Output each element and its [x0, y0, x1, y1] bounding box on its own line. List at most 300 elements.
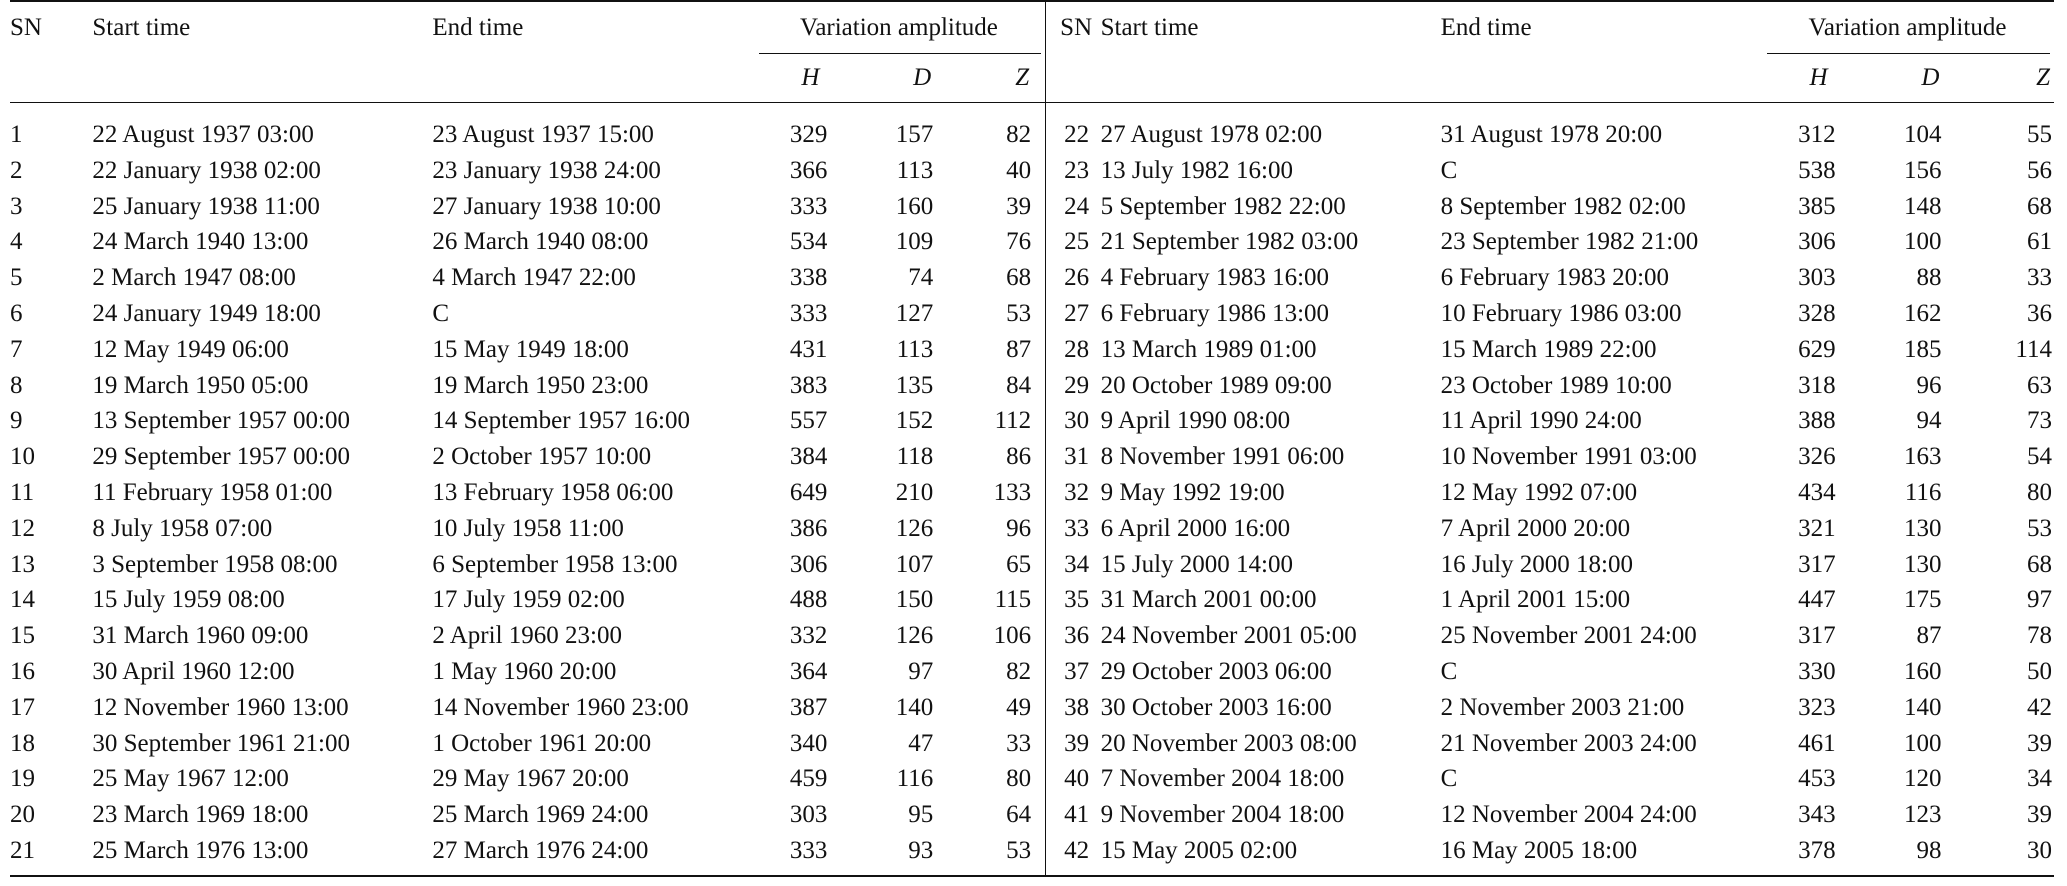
header-row-primary [10, 1, 2054, 54]
cell-z: 42 [2027, 693, 2052, 721]
cell-h: 321 [1798, 514, 1836, 542]
header-empty-5 [1101, 54, 1441, 103]
cell-z: 76 [933, 224, 1045, 260]
cell-start-time: 3 September 1958 08:00 [92, 550, 338, 578]
cell-d: 140 [895, 693, 934, 721]
cell-h: 385 [1798, 192, 1836, 220]
cell-d: 88 [1916, 264, 1942, 292]
cell-h: 629 [1798, 335, 1836, 363]
header-d-right: D [1866, 54, 1942, 103]
cell-z: 87 [933, 332, 1045, 368]
cell-sn: 1 [10, 121, 23, 148]
cell-z: 36 [2027, 299, 2052, 327]
cell-d: 123 [1903, 801, 1942, 829]
cell-d: 210 [895, 478, 934, 506]
cell-z: 56 [2027, 156, 2052, 184]
cell-sn: 15 [10, 622, 35, 650]
cell-h: 318 [1798, 371, 1836, 399]
header-d-left: D [857, 54, 933, 103]
cell-end-time: 10 November 1991 03:00 [1440, 443, 1697, 471]
cell-start-time: 2 March 1947 08:00 [92, 264, 296, 292]
cell-d: 116 [1904, 478, 1942, 506]
cell-z: 106 [933, 618, 1045, 654]
cell-h: 306 [789, 550, 828, 578]
cell-end-time: 12 May 1992 07:00 [1440, 478, 1638, 506]
cell-z: 65 [933, 547, 1045, 583]
cell-z: 63 [2027, 371, 2052, 399]
cell-start-time: 9 November 2004 18:00 [1100, 801, 1345, 829]
cell-end-time: 10 February 1986 03:00 [1440, 299, 1682, 327]
cell-end-time: 26 March 1940 08:00 [432, 228, 649, 256]
cell-z: 53 [933, 833, 1045, 876]
cell-sn: 39 [1064, 729, 1090, 757]
cell-end-time: 10 July 1958 11:00 [432, 514, 624, 542]
cell-start-time: 6 April 2000 16:00 [1100, 514, 1291, 542]
table-header [10, 1, 2054, 103]
cell-z: 33 [933, 726, 1045, 762]
cell-sn: 28 [1064, 335, 1090, 363]
cell-end-time: 12 November 2004 24:00 [1440, 801, 1697, 829]
cell-end-time: 8 September 1982 02:00 [1440, 192, 1686, 220]
cell-d: 95 [908, 801, 934, 829]
cell-sn: 31 [1064, 443, 1090, 471]
cell-end-time: 16 May 2005 18:00 [1441, 833, 1761, 876]
cell-h: 303 [1798, 264, 1836, 292]
cell-d: 104 [1903, 121, 1942, 148]
cell-sn: 5 [10, 264, 23, 292]
table-body [10, 103, 2054, 876]
cell-start-time: 4 February 1983 16:00 [1100, 264, 1330, 292]
cell-d: 47 [908, 729, 934, 757]
cell-h: 343 [1798, 801, 1836, 829]
cell-h: 317 [1798, 622, 1836, 650]
cell-z: 82 [933, 103, 1045, 153]
cell-d: 126 [895, 514, 934, 542]
table-row [10, 224, 2054, 260]
cell-d: 157 [895, 121, 934, 148]
cell-end-time: 27 March 1976 24:00 [432, 833, 752, 876]
cell-h: 434 [1798, 478, 1836, 506]
cell-end-time: 29 May 1967 20:00 [432, 765, 629, 793]
cell-sn: 20 [10, 801, 35, 829]
cell-end-time: 19 March 1950 23:00 [432, 371, 649, 399]
cell-sn: 19 [10, 765, 35, 793]
cell-h: 384 [789, 443, 828, 471]
cell-h: 383 [789, 371, 828, 399]
cell-d: 152 [895, 407, 934, 435]
cell-z: 97 [2027, 586, 2052, 614]
cell-z: 115 [933, 582, 1045, 618]
cell-h: 461 [1798, 729, 1836, 757]
header-start-time-left: Start time [92, 14, 191, 41]
table-row [10, 368, 2054, 404]
header-empty-2 [92, 54, 432, 103]
cell-h: 326 [1798, 443, 1836, 471]
cell-z: 40 [933, 153, 1045, 189]
cell-start-time: 15 July 1959 08:00 [92, 586, 285, 614]
cell-h: 333 [789, 299, 828, 327]
cell-d: 93 [857, 833, 933, 876]
cell-d: 160 [895, 192, 934, 220]
cell-start-time: 31 March 1960 09:00 [92, 622, 309, 650]
cell-sn: 41 [1064, 801, 1090, 829]
cell-d: 116 [896, 765, 934, 793]
header-empty-6 [1441, 54, 1761, 103]
cell-z: 86 [933, 439, 1045, 475]
cell-start-time: 13 July 1982 16:00 [1100, 156, 1293, 184]
cell-sn: 2 [10, 156, 23, 184]
cell-start-time: 13 September 1957 00:00 [92, 407, 350, 435]
cell-d: 130 [1903, 550, 1942, 578]
cell-start-time: 19 March 1950 05:00 [92, 371, 309, 399]
cell-z: 61 [2027, 228, 2052, 256]
header-end-time-left: End time [432, 14, 524, 41]
cell-h: 328 [1798, 299, 1836, 327]
table-row [10, 439, 2054, 475]
cell-d: 185 [1903, 335, 1942, 363]
header-h-right: H [1761, 54, 1866, 103]
cell-start-time: 30 October 2003 16:00 [1100, 693, 1332, 721]
cell-sn: 16 [10, 657, 35, 685]
cell-start-time: 27 August 1978 02:00 [1100, 121, 1323, 148]
cell-sn: 4 [10, 228, 23, 256]
cell-end-time: 6 February 1983 20:00 [1440, 264, 1670, 292]
header-start-time-right: Start time [1100, 14, 1199, 41]
table-row [10, 654, 2054, 690]
cell-start-time: 25 March 1976 13:00 [92, 833, 432, 876]
cell-start-time: 24 November 2001 05:00 [1100, 622, 1357, 650]
cell-sn: 10 [10, 443, 35, 471]
cell-z: 54 [2027, 443, 2052, 471]
cell-z: 80 [2027, 478, 2052, 506]
header-sn-right: SN [1060, 14, 1093, 41]
cell-start-time: 21 September 1982 03:00 [1100, 228, 1359, 256]
cell-z: 78 [2027, 622, 2052, 650]
header-empty-1 [10, 54, 92, 103]
cell-start-time: 7 November 2004 18:00 [1100, 765, 1345, 793]
cell-d: 109 [895, 228, 934, 256]
cell-sn: 40 [1064, 765, 1090, 793]
cell-start-time: 9 April 1990 08:00 [1100, 407, 1291, 435]
cell-end-time: 1 May 1960 20:00 [432, 657, 617, 685]
cell-d: 140 [1903, 693, 1942, 721]
table-row [10, 260, 2054, 296]
cell-end-time: 27 January 1938 10:00 [432, 192, 661, 220]
cell-sn: 29 [1064, 371, 1090, 399]
cell-d: 135 [895, 371, 934, 399]
cell-end-time: 1 April 2001 15:00 [1440, 586, 1631, 614]
variation-amplitude-rule-left [759, 53, 1041, 54]
cell-d: 113 [896, 156, 934, 184]
cell-sn: 27 [1064, 299, 1090, 327]
cell-end-time: C [432, 299, 450, 327]
header-row-secondary [10, 54, 2054, 103]
cell-z: 49 [933, 690, 1045, 726]
cell-z: 53 [2027, 514, 2052, 542]
cell-h: 538 [1798, 156, 1836, 184]
cell-sn: 17 [10, 693, 35, 721]
cell-z: 39 [933, 189, 1045, 225]
cell-d: 162 [1903, 299, 1942, 327]
cell-h: 306 [1798, 228, 1836, 256]
table-row [10, 547, 2054, 583]
cell-d: 100 [1903, 228, 1942, 256]
table-row [10, 153, 2054, 189]
table-row [10, 332, 2054, 368]
table-row [10, 618, 2054, 654]
cell-d: 150 [895, 586, 934, 614]
cell-sn: 26 [1064, 264, 1090, 292]
cell-z: 82 [933, 654, 1045, 690]
cell-h: 534 [789, 228, 828, 256]
cell-end-time: 13 February 1958 06:00 [432, 478, 674, 506]
cell-sn: 13 [10, 550, 35, 578]
cell-h: 453 [1798, 765, 1836, 793]
cell-h: 333 [753, 833, 858, 876]
cell-d: 96 [1916, 371, 1942, 399]
cell-end-time: 25 November 2001 24:00 [1440, 622, 1697, 650]
cell-sn: 34 [1064, 550, 1090, 578]
cell-end-time: 21 November 2003 24:00 [1440, 729, 1697, 757]
table-row [10, 726, 2054, 762]
table-row [10, 761, 2054, 797]
cell-start-time: 24 January 1949 18:00 [92, 299, 321, 327]
cell-d: 156 [1903, 156, 1942, 184]
variation-amplitude-label-right: Variation amplitude [1808, 14, 2007, 41]
cell-d: 100 [1903, 729, 1942, 757]
cell-end-time: 15 March 1989 22:00 [1440, 335, 1657, 363]
header-z-right: Z [1941, 54, 2054, 103]
cell-d: 74 [908, 264, 934, 292]
cell-h: 447 [1798, 586, 1836, 614]
cell-start-time: 23 March 1969 18:00 [92, 801, 309, 829]
cell-start-time: 30 April 1960 12:00 [92, 657, 295, 685]
cell-d: 160 [1903, 657, 1942, 685]
cell-sn: 22 [1064, 121, 1090, 148]
cell-d: 127 [895, 299, 934, 327]
cell-sn: 37 [1064, 657, 1090, 685]
cell-end-time: C [1440, 156, 1458, 184]
cell-h: 329 [789, 121, 828, 148]
cell-start-time: 15 May 2005 02:00 [1101, 833, 1441, 876]
cell-start-time: 8 November 1991 06:00 [1100, 443, 1345, 471]
cell-end-time: 15 May 1949 18:00 [432, 335, 629, 363]
cell-sn: 35 [1064, 586, 1090, 614]
cell-d: 94 [1916, 407, 1942, 435]
cell-h: 388 [1798, 407, 1836, 435]
cell-h: 364 [789, 657, 828, 685]
table-row [10, 296, 2054, 332]
cell-sn: 33 [1064, 514, 1090, 542]
cell-sn: 23 [1064, 156, 1090, 184]
cell-d: 107 [895, 550, 934, 578]
cell-start-time: 15 July 2000 14:00 [1100, 550, 1293, 578]
cell-end-time: 6 September 1958 13:00 [432, 550, 678, 578]
cell-z: 33 [2027, 264, 2052, 292]
cell-start-time: 24 March 1940 13:00 [92, 228, 309, 256]
variation-amplitude-rule-right [1767, 53, 2050, 54]
cell-d: 97 [908, 657, 934, 685]
cell-start-time: 25 January 1938 11:00 [92, 192, 320, 220]
header-empty-4 [1046, 54, 1101, 103]
cell-end-time: 23 October 1989 10:00 [1440, 371, 1672, 399]
cell-end-time: 14 November 1960 23:00 [432, 693, 689, 721]
cell-z: 34 [2027, 765, 2052, 793]
cell-d: 98 [1866, 833, 1942, 876]
cell-sn: 38 [1064, 693, 1090, 721]
header-end-time-right: End time [1440, 14, 1532, 41]
cell-start-time: 25 May 1967 12:00 [92, 765, 289, 793]
cell-sn: 32 [1064, 478, 1090, 506]
cell-h: 333 [789, 192, 828, 220]
table-row [10, 103, 2054, 153]
table-row [10, 475, 2054, 511]
cell-z: 133 [933, 475, 1045, 511]
cell-h: 557 [789, 407, 828, 435]
cell-h: 649 [789, 478, 828, 506]
cell-start-time: 22 January 1938 02:00 [92, 156, 321, 184]
cell-z: 53 [933, 296, 1045, 332]
cell-sn: 36 [1064, 622, 1090, 650]
cell-start-time: 29 October 2003 06:00 [1100, 657, 1332, 685]
cell-sn: 7 [10, 335, 23, 363]
table-row [10, 189, 2054, 225]
cell-end-time: C [1440, 765, 1458, 793]
cell-sn: 6 [10, 299, 23, 327]
cell-end-time: 23 September 1982 21:00 [1440, 228, 1699, 256]
cell-z: 55 [2027, 121, 2052, 148]
cell-end-time: 17 July 1959 02:00 [432, 586, 625, 614]
cell-end-time: 2 April 1960 23:00 [432, 622, 622, 650]
cell-d: 118 [896, 443, 934, 471]
cell-h: 366 [789, 156, 828, 184]
cell-start-time: 29 September 1957 00:00 [92, 443, 350, 471]
header-empty-3 [432, 54, 752, 103]
cell-start-time: 9 May 1992 19:00 [1100, 478, 1285, 506]
cell-h: 488 [789, 586, 828, 614]
cell-h: 312 [1798, 121, 1836, 148]
cell-z: 39 [2027, 801, 2052, 829]
cell-z: 96 [933, 511, 1045, 547]
cell-start-time: 11 February 1958 01:00 [92, 478, 333, 506]
cell-end-time: 25 March 1969 24:00 [432, 801, 649, 829]
cell-start-time: 20 November 2003 08:00 [1100, 729, 1357, 757]
cell-d: 175 [1903, 586, 1942, 614]
cell-d: 148 [1903, 192, 1942, 220]
cell-h: 378 [1761, 833, 1866, 876]
cell-h: 317 [1798, 550, 1836, 578]
cell-sn: 14 [10, 586, 35, 614]
header-h-left: H [753, 54, 858, 103]
cell-z: 64 [933, 797, 1045, 833]
cell-z: 50 [2027, 657, 2052, 685]
table-row [10, 833, 2054, 876]
cell-end-time: 11 April 1990 24:00 [1440, 407, 1642, 435]
cell-sn: 3 [10, 192, 23, 220]
cell-end-time: 4 March 1947 22:00 [432, 264, 636, 292]
cell-start-time: 31 March 2001 00:00 [1100, 586, 1317, 614]
header-variation-amplitude-right [1761, 1, 2054, 54]
cell-end-time: 31 August 1978 20:00 [1440, 121, 1663, 148]
cell-start-time: 5 September 1982 22:00 [1100, 192, 1346, 220]
cell-end-time: 14 September 1957 16:00 [432, 407, 690, 435]
cell-sn: 12 [10, 514, 35, 542]
cell-h: 431 [789, 335, 828, 363]
cell-d: 87 [1916, 622, 1942, 650]
cell-sn: 18 [10, 729, 35, 757]
cell-start-time: 12 November 1960 13:00 [92, 693, 349, 721]
cell-z: 112 [933, 403, 1045, 439]
cell-h: 459 [789, 765, 828, 793]
cell-end-time: 7 April 2000 20:00 [1440, 514, 1631, 542]
cell-sn: 30 [1064, 407, 1090, 435]
cell-h: 323 [1798, 693, 1836, 721]
cell-h: 387 [789, 693, 828, 721]
table-row [10, 797, 2054, 833]
cell-end-time: 23 January 1938 24:00 [432, 156, 661, 184]
cell-start-time: 13 March 1989 01:00 [1100, 335, 1317, 363]
cell-d: 126 [895, 622, 934, 650]
table-row [10, 511, 2054, 547]
table-row [10, 403, 2054, 439]
cell-end-time: 1 October 1961 20:00 [432, 729, 652, 757]
cell-h: 303 [789, 801, 828, 829]
cell-h: 338 [789, 264, 828, 292]
cell-d: 130 [1903, 514, 1942, 542]
table-row [10, 582, 2054, 618]
geomagnetic-storm-table [10, 0, 2054, 877]
cell-end-time: 2 October 1957 10:00 [432, 443, 652, 471]
header-sn-left: SN [10, 14, 42, 41]
cell-h: 386 [789, 514, 828, 542]
cell-end-time: C [1440, 657, 1458, 685]
cell-start-time: 20 October 1989 09:00 [1100, 371, 1332, 399]
cell-start-time: 6 February 1986 13:00 [1100, 299, 1330, 327]
cell-sn: 24 [1064, 192, 1090, 220]
cell-z: 73 [2027, 407, 2052, 435]
table-row [10, 690, 2054, 726]
cell-z: 80 [933, 761, 1045, 797]
cell-sn: 42 [1046, 833, 1101, 876]
cell-d: 163 [1903, 443, 1942, 471]
cell-z: 68 [933, 260, 1045, 296]
cell-end-time: 16 July 2000 18:00 [1440, 550, 1633, 578]
cell-h: 332 [789, 622, 828, 650]
variation-amplitude-label-left: Variation amplitude [800, 14, 998, 41]
cell-z: 39 [2027, 729, 2052, 757]
cell-start-time: 12 May 1949 06:00 [92, 335, 289, 363]
cell-sn: 21 [10, 833, 92, 876]
cell-z: 114 [2015, 335, 2052, 363]
cell-start-time: 30 September 1961 21:00 [92, 729, 350, 757]
cell-sn: 11 [10, 478, 35, 506]
cell-z: 30 [1941, 833, 2054, 876]
header-variation-amplitude-left [753, 1, 1046, 54]
cell-end-time: 23 August 1937 15:00 [432, 121, 654, 148]
cell-d: 120 [1903, 765, 1942, 793]
cell-start-time: 8 July 1958 07:00 [92, 514, 273, 542]
cell-z: 68 [2027, 550, 2052, 578]
cell-z: 84 [933, 368, 1045, 404]
cell-sn: 25 [1064, 228, 1090, 256]
cell-h: 340 [789, 729, 828, 757]
cell-end-time: 2 November 2003 21:00 [1440, 693, 1685, 721]
cell-h: 330 [1798, 657, 1836, 685]
cell-start-time: 22 August 1937 03:00 [92, 121, 314, 148]
cell-sn: 8 [10, 371, 23, 399]
cell-d: 113 [896, 335, 934, 363]
cell-z: 68 [2027, 192, 2052, 220]
